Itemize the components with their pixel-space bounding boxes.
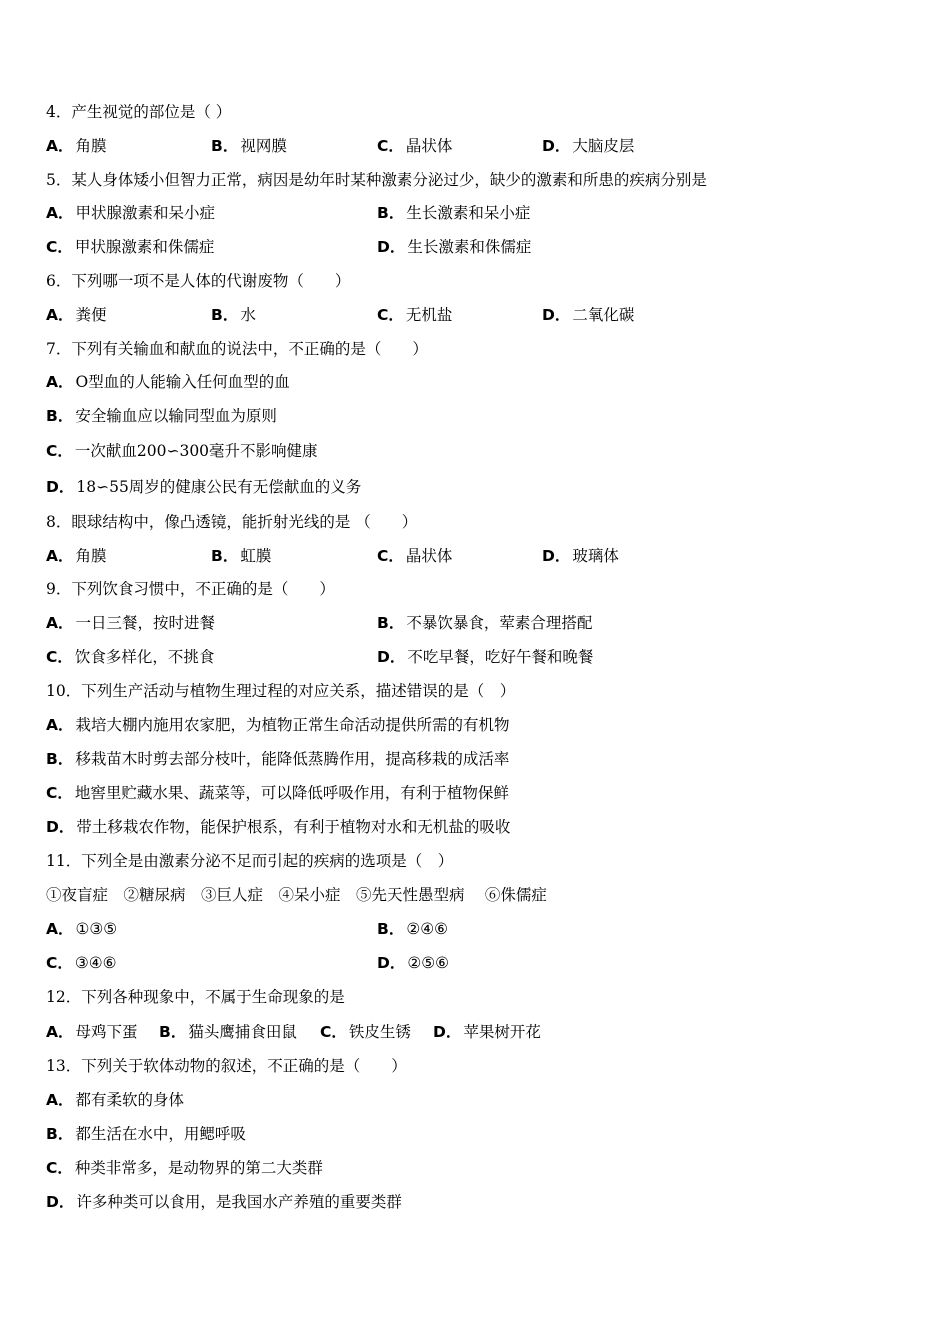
option-label: A． bbox=[46, 920, 74, 938]
option-label: D． bbox=[542, 137, 571, 155]
option-label: A． bbox=[46, 373, 74, 391]
option-label: D． bbox=[377, 648, 406, 666]
question-10-stem: 10．下列生产活动与植物生理过程的对应关系，描述错误的是（ ） bbox=[46, 682, 516, 700]
q12-option-c bbox=[320, 1021, 411, 1043]
q7-option-a bbox=[46, 371, 290, 393]
option-text: 许多种类可以食用，是我国水产养殖的重要类群 bbox=[76, 1193, 402, 1211]
option-label: D． bbox=[377, 954, 406, 972]
q9-option-b bbox=[377, 612, 592, 634]
option-label: C． bbox=[320, 1023, 347, 1041]
option-text: 栽培大棚内施用农家肥，为植物正常生命活动提供所需的有机物 bbox=[75, 716, 510, 734]
q5-option-c bbox=[46, 236, 214, 258]
q4-option-c bbox=[377, 135, 452, 157]
q13-option-c bbox=[46, 1157, 323, 1179]
option-label: C． bbox=[377, 137, 404, 155]
option-text: 大脑皮层 bbox=[572, 137, 635, 155]
option-text: 甲状腺激素和呆小症 bbox=[75, 204, 216, 222]
option-text: 晶状体 bbox=[405, 547, 453, 565]
question-5-stem: 5．某人身体矮小但智力正常，病因是幼年时某种激素分泌过少，缺少的激素和所患的疾病分别是 bbox=[46, 171, 707, 189]
option-label: A． bbox=[46, 204, 74, 222]
question-12-stem: 12．下列各种现象中，不属于生命现象的是 bbox=[46, 988, 345, 1006]
option-label: C． bbox=[377, 306, 404, 324]
option-label: D． bbox=[433, 1023, 462, 1041]
option-label: C． bbox=[46, 238, 73, 256]
option-label: A． bbox=[46, 547, 74, 565]
option-label: D． bbox=[46, 818, 75, 836]
q6-option-c bbox=[377, 304, 452, 326]
option-text: 地窖里贮藏水果、蔬菜等，可以降低呼吸作用，有利于植物保鲜 bbox=[74, 784, 509, 802]
q9-option-c bbox=[46, 646, 214, 668]
q6-option-b bbox=[211, 304, 256, 326]
option-text: ①③⑤ bbox=[75, 920, 118, 938]
option-text: 角膜 bbox=[75, 137, 107, 155]
option-text: 生长激素和侏儒症 bbox=[407, 238, 532, 256]
q10-option-a bbox=[46, 714, 510, 736]
option-label: A． bbox=[46, 137, 74, 155]
option-text: 不暴饮暴食，荤素合理搭配 bbox=[406, 614, 593, 632]
q8-option-b bbox=[211, 545, 271, 567]
option-label: B． bbox=[211, 306, 239, 324]
option-text: 安全输血应以输同型血为原则 bbox=[75, 407, 277, 425]
option-text: 饮食多样化，不挑食 bbox=[74, 648, 215, 666]
option-label: A． bbox=[46, 1023, 74, 1041]
option-label: B． bbox=[377, 204, 405, 222]
q10-option-c bbox=[46, 782, 509, 804]
q7-option-d bbox=[46, 476, 361, 498]
q5-option-d bbox=[377, 236, 531, 258]
option-label: D． bbox=[46, 1193, 75, 1211]
question-8-stem: 8．眼球结构中，像凸透镜，能折射光线的是 （ ） bbox=[46, 513, 418, 531]
option-label: C． bbox=[377, 547, 404, 565]
q11-option-c bbox=[46, 952, 117, 974]
option-text: 角膜 bbox=[75, 547, 107, 565]
q11-option-a bbox=[46, 918, 117, 940]
question-11-items: ①夜盲症 ②糖尿病 ③巨人症 ④呆小症 ⑤先天性愚型病 ⑥侏儒症 bbox=[46, 886, 547, 904]
q12-option-b bbox=[159, 1021, 297, 1043]
option-text: 晶状体 bbox=[405, 137, 453, 155]
option-text: ②⑤⑥ bbox=[407, 954, 450, 972]
option-text: 猫头鹰捕食田鼠 bbox=[188, 1023, 297, 1041]
option-label: B． bbox=[46, 407, 74, 425]
option-text: 18∽55周岁的健康公民有无偿献血的义务 bbox=[76, 478, 362, 496]
option-label: C． bbox=[46, 442, 73, 460]
option-label: D． bbox=[542, 306, 571, 324]
option-text: 都生活在水中，用鳃呼吸 bbox=[75, 1125, 246, 1143]
q13-option-b bbox=[46, 1123, 246, 1145]
option-text: 虹膜 bbox=[240, 547, 272, 565]
option-text: 苹果树开花 bbox=[463, 1023, 541, 1041]
option-label: C． bbox=[46, 648, 73, 666]
option-text: 生长激素和呆小症 bbox=[406, 204, 531, 222]
option-text: O型血的人能输入任何血型的血 bbox=[75, 373, 290, 391]
q8-option-c bbox=[377, 545, 452, 567]
question-11-stem: 11．下列全是由激素分泌不足而引起的疾病的选项是（ ） bbox=[46, 852, 454, 870]
option-label: B． bbox=[211, 547, 239, 565]
question-7-stem: 7．下列有关输血和献血的说法中，不正确的是（ ） bbox=[46, 340, 428, 358]
q4-option-b bbox=[211, 135, 287, 157]
q6-option-d bbox=[542, 304, 634, 326]
q13-option-a bbox=[46, 1089, 184, 1111]
option-text: 铁皮生锈 bbox=[348, 1023, 411, 1041]
q9-option-d bbox=[377, 646, 593, 668]
q4-option-d bbox=[542, 135, 634, 157]
option-label: A． bbox=[46, 716, 74, 734]
q5-option-a bbox=[46, 202, 215, 224]
q11-option-d bbox=[377, 952, 449, 974]
option-label: B． bbox=[377, 614, 405, 632]
option-text: 不吃早餐，吃好午餐和晚餐 bbox=[407, 648, 594, 666]
q10-option-d bbox=[46, 816, 510, 838]
option-text: 母鸡下蛋 bbox=[75, 1023, 138, 1041]
q8-option-a bbox=[46, 545, 107, 567]
option-label: B． bbox=[159, 1023, 187, 1041]
q9-option-a bbox=[46, 612, 215, 634]
option-text: 二氧化碳 bbox=[572, 306, 635, 324]
question-13-stem: 13．下列关于软体动物的叙述，不正确的是（ ） bbox=[46, 1057, 407, 1075]
q5-option-b bbox=[377, 202, 530, 224]
option-label: B． bbox=[46, 1125, 74, 1143]
option-text: 玻璃体 bbox=[572, 547, 619, 565]
option-text: 都有柔软的身体 bbox=[75, 1091, 185, 1109]
option-text: 视网膜 bbox=[240, 137, 287, 155]
q11-option-b bbox=[377, 918, 448, 940]
option-label: B． bbox=[377, 920, 405, 938]
option-label: C． bbox=[46, 1159, 73, 1177]
option-label: D． bbox=[377, 238, 406, 256]
option-label: A． bbox=[46, 614, 74, 632]
option-label: C． bbox=[46, 954, 73, 972]
question-4-stem: 4．产生视觉的部位是（ ） bbox=[46, 103, 232, 121]
option-label: B． bbox=[46, 750, 74, 768]
q4-option-a bbox=[46, 135, 107, 157]
option-text: ②④⑥ bbox=[406, 920, 449, 938]
option-label: A． bbox=[46, 1091, 74, 1109]
option-label: B． bbox=[211, 137, 239, 155]
option-text: 一日三餐，按时进餐 bbox=[75, 614, 216, 632]
option-label: D． bbox=[46, 478, 75, 496]
option-label: A． bbox=[46, 306, 74, 324]
option-text: 种类非常多，是动物界的第二大类群 bbox=[74, 1159, 323, 1177]
option-label: C． bbox=[46, 784, 73, 802]
q7-option-c bbox=[46, 440, 318, 462]
q8-option-d bbox=[542, 545, 619, 567]
q13-option-d bbox=[46, 1191, 402, 1213]
q10-option-b bbox=[46, 748, 509, 770]
option-text: 带土移栽农作物，能保护根系，有利于植物对水和无机盐的吸收 bbox=[76, 818, 511, 836]
q6-option-a bbox=[46, 304, 107, 326]
question-6-stem: 6．下列哪一项不是人体的代谢废物（ ） bbox=[46, 272, 351, 290]
option-label: D． bbox=[542, 547, 571, 565]
option-text: 甲状腺激素和侏儒症 bbox=[74, 238, 215, 256]
q12-option-d bbox=[433, 1021, 541, 1043]
option-text: 粪便 bbox=[75, 306, 107, 324]
option-text: 一次献血200∽300毫升不影响健康 bbox=[74, 442, 318, 460]
option-text: 移栽苗木时剪去部分枝叶，能降低蒸腾作用，提高移栽的成活率 bbox=[75, 750, 510, 768]
option-text: 无机盐 bbox=[405, 306, 453, 324]
option-text: ③④⑥ bbox=[74, 954, 117, 972]
option-text: 水 bbox=[240, 306, 256, 324]
question-9-stem: 9．下列饮食习惯中，不正确的是（ ） bbox=[46, 580, 335, 598]
q12-option-a bbox=[46, 1021, 138, 1043]
q7-option-b bbox=[46, 405, 277, 427]
